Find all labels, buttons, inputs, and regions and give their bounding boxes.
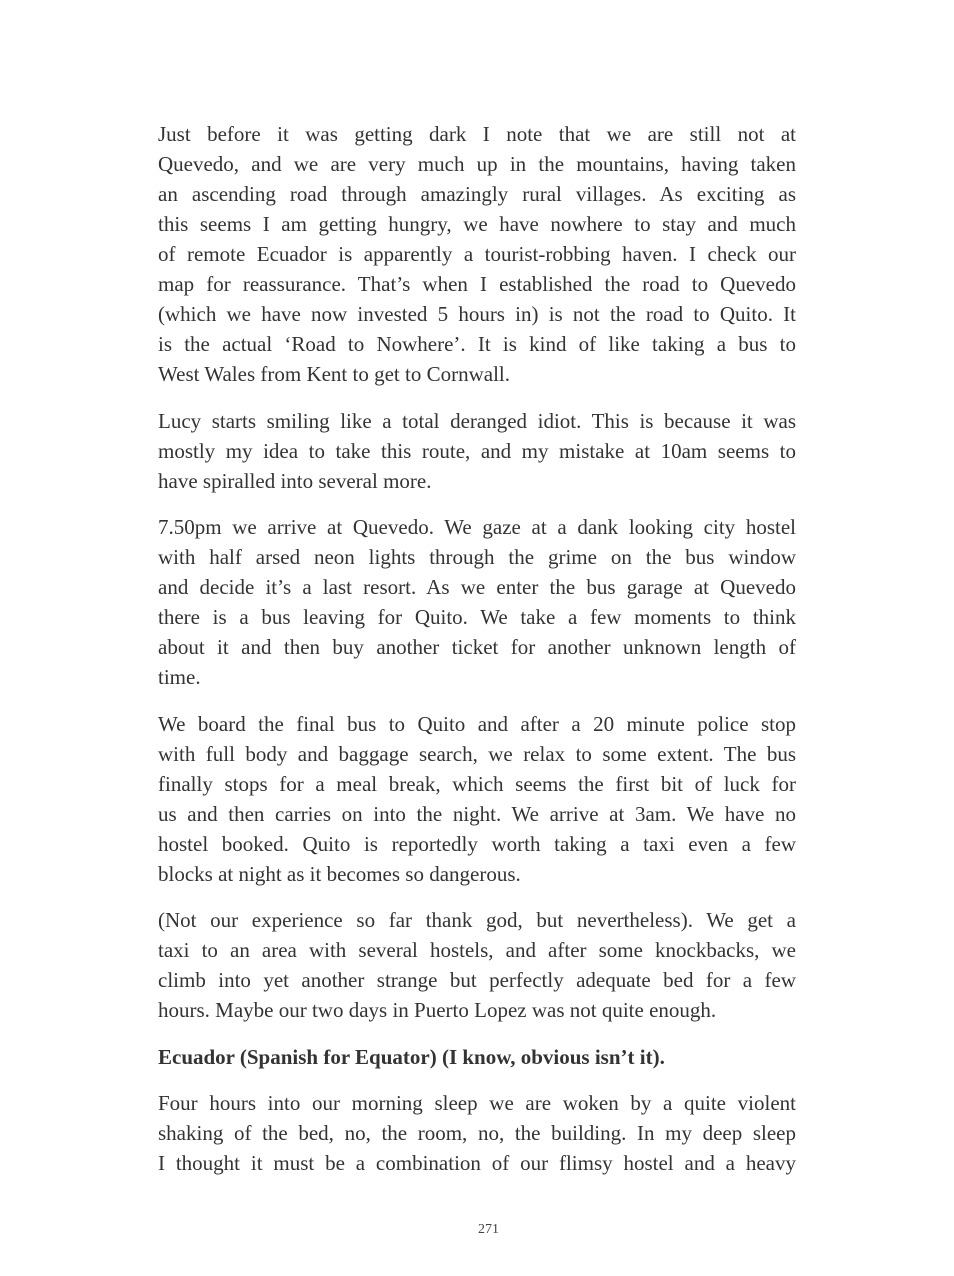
text-line: an ascending road through amazingly rural villages. As exciting as (158, 182, 796, 206)
paragraph (158, 119, 796, 389)
text-line: climb into yet another strange but perfectly adequate bed for a few (158, 968, 796, 992)
text-line: there is a bus leaving for Quito. We take a few moments to think (158, 605, 796, 629)
text-line: (Not our experience so far thank god, but nevertheless). We get a (158, 908, 796, 932)
text-line: blocks at night as it becomes so dangerous. (158, 861, 521, 886)
text-line: this seems I am getting hungry, we have nowhere to stay and much (158, 212, 796, 236)
text-line: hours. Maybe our two days in Puerto Lopez was not quite enough. (158, 998, 717, 1022)
text-line: Lucy starts smiling like a total deranged idiot. This is because it was (158, 408, 796, 433)
text-line: time. (158, 665, 201, 689)
text-line: about it and then buy another ticket for another unknown length of (158, 635, 796, 659)
paragraph (158, 709, 796, 889)
page-body (158, 119, 796, 1195)
text-line: We board the final bus to Quito and after a 20 minute police stop (158, 711, 796, 736)
page-number: 271 (478, 1222, 499, 1237)
text-line: and decide it’s a last resort. As we enter the bus garage at Quevedo (158, 575, 796, 599)
paragraphs-before (158, 119, 796, 1025)
text-line: West Wales from Kent to get to Cornwall. (158, 362, 510, 386)
text-line: hostel booked. Quito is reportedly worth taking a taxi even a few (158, 831, 796, 856)
text-line: 7.50pm we arrive at Quevedo. We gaze at a dank looking city hostel (158, 515, 796, 539)
text-line: us and then carries on into the night. We arrive at 3am. We have no (158, 801, 796, 826)
paragraphs-after (158, 1088, 796, 1178)
section-heading: Ecuador (Spanish for Equator) (I know, obvious isn’t it). (158, 1044, 665, 1069)
text-line: of remote Ecuador is apparently a tourist-robbing haven. I check our (158, 242, 796, 266)
paragraph (158, 512, 796, 692)
text-line: shaking of the bed, no, the room, no, the building. In my deep sleep (158, 1121, 796, 1145)
text-line: Just before it was getting dark I note that we are still not at (158, 122, 796, 146)
text-line: map for reassurance. That’s when I established the road to Quevedo (158, 272, 796, 296)
paragraph (158, 1088, 796, 1178)
text-line: Four hours into our morning sleep we are woken by a quite violent (158, 1091, 796, 1115)
text-line: with half arsed neon lights through the grime on the bus window (158, 545, 796, 569)
text-line: I thought it must be a combination of our flimsy hostel and a heavy (158, 1151, 796, 1175)
text-line: Quevedo, and we are very much up in the mountains, having taken (158, 152, 796, 176)
text-line: taxi to an area with several hostels, and after some knockbacks, we (158, 938, 796, 962)
text-line: (which we have now invested 5 hours in) is not the road to Quito. It (158, 302, 796, 326)
paragraph (158, 406, 796, 496)
text-line: with full body and baggage search, we relax to some extent. The bus (158, 741, 796, 766)
text-line: is the actual ‘Road to Nowhere’. It is kind of like taking a bus to (158, 332, 796, 356)
text-line: have spiralled into several more. (158, 468, 432, 493)
text-line: mostly my idea to take this route, and my mistake at 10am seems to (158, 438, 796, 463)
paragraph (158, 905, 796, 1025)
text-line: finally stops for a meal break, which seems the first bit of luck for (158, 771, 796, 796)
